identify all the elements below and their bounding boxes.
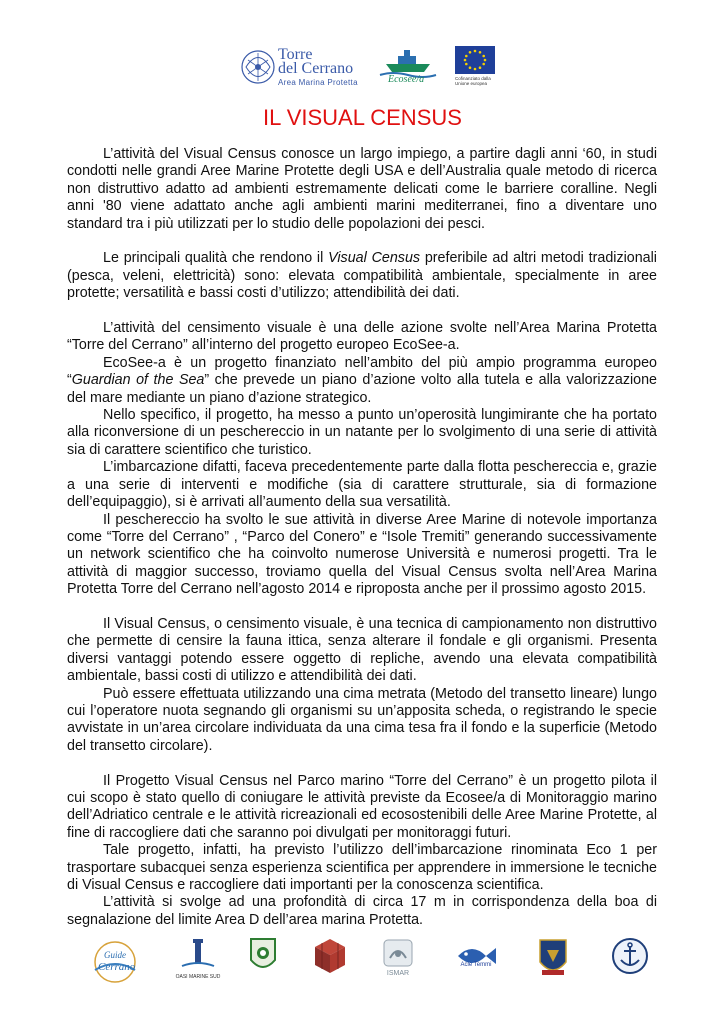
body-paragraph (67, 459, 657, 511)
body-paragraph (67, 250, 657, 302)
anchor-icon (610, 936, 650, 976)
eu-caption: Cofinanziato dalla Unione europea (455, 76, 491, 86)
torre-logo-line1: Torre (278, 46, 313, 63)
torre-logo-line3: Area Marina Protetta (278, 78, 358, 87)
body-paragraph (67, 320, 657, 355)
torre-del-cerrano-logo (240, 44, 370, 94)
eu-flag-icon (455, 46, 495, 74)
body-paragraph (67, 686, 657, 756)
oasi-caption: OASI MARINE SUD (175, 974, 221, 980)
body-paragraph (67, 894, 657, 929)
paragraph-text: preferibile ad altri metodi tradizionali (pesca, veleni, elettricità) sono: elevata compatibilità ambientale, specialmente in aree protette; versatilità e bassi costi d’utilizzo; attendibilità dei dati. (67, 250, 657, 302)
paragraph-text: Il Visual Census, o censimento visuale, è una tecnica di campionamento non distruttivo che permette di censire la fauna ittica, senza alterare il fondale e gli organismi. Presenta diversi vantaggi potendo essere oggetto di repliche, avendo una elevata compatibilità ambientale, bassi costi di utilizzo e attendibilità dei dati. (67, 615, 657, 685)
header-logos (0, 42, 725, 102)
paragraph-text: Nello specifico, il progetto, ha messo a punto un’operosità lungimirante che ha portato alla riconversione di un peschereccio in un natante per lo svolgimento di una serie di attività sia di carattere scientifico che turistico. (67, 407, 657, 458)
paragraph-text: L’attività si svolge ad una profondità di circa 17 m in corrispondenza della boa di segnalazione del limite Area D dell’area marina Protetta. (67, 894, 657, 928)
torre-logo-line2: del Cerrano (278, 60, 354, 77)
body-paragraph (67, 146, 657, 233)
italic-text: Guardian of the Sea (71, 372, 205, 389)
ismar-logo (378, 936, 418, 984)
paragraph-text: Le principali qualità che rendono il (103, 250, 329, 267)
acle-caption: Acle Temmi (460, 962, 492, 968)
italic-text: Visual Census (328, 250, 421, 267)
paragraph-text: L’imbarcazione difatti, faceva precedentemente parte dalla flotta peschereccia e, grazie a una serie di interventi e modifiche (sia di carattere strutturale, sia di formazione dell’equipaggio), si è arrivati all’aumento della sua versatilità. (67, 459, 657, 511)
body-paragraph (67, 842, 657, 894)
paragraph-text: Tale progetto, infatti, ha previsto l’utilizzo dell’imbarcazione rinominata Eco 1 per trasportare subacquei senza esperienza scientifica per apprendere in immersione le tecniche di Visual Census e raccogliere dati importanti per la conoscenza scientifica. (67, 842, 657, 893)
paragraph-text: Il peschereccio ha svolto le sue attività in diverse Aree Marine di notevole importanza come “Torre del Cerrano” , “Parco del Conero” e “Isole Tremiti” generando successivamente un network scientifico che ha coinvolto numerose Università e numerosi progetti. Tra le attività di maggior successo, troviamo quella del Visual Census svolta nell’Area Marina Protetta Torre del Cerrano nell’agosto 2014 e riproposta anche per il prossimo agosto 2015. (67, 511, 657, 598)
paragraph-text: ” che prevede un piano d’azione volto alla tutela e alla valorizzazione del mare mediante un piano d’azione strategico. (67, 372, 657, 406)
paragraph-text: Può essere effettuata utilizzando una cima metrata (Metodo del transetto lineare) lungo cui l’operatore nuota segnando gli organismi su un’apposita scheda, o registrando le specie avvistate in un’area circolare individuata da una cima tesa fra il fondo e la superficie (Metodo del transetto circolare). (67, 685, 657, 754)
footer-logos (80, 936, 660, 986)
body-paragraph (67, 355, 657, 407)
ismar-caption: ISMAR (386, 970, 410, 977)
guide-logo-line1: Guide (104, 950, 126, 960)
guide-cerrano-logo (80, 936, 150, 984)
guide-logo-line2: Cerrano (98, 961, 136, 973)
torre-emblem-icon (240, 44, 276, 90)
shield-icon (248, 936, 278, 976)
paragraph-text: L’attività del Visual Census conosce un largo impiego, a partire dagli anni ‘60, in studi condotti nelle grandi Aree Marine Protette degli USA e dell’Australia quale metodo di ricerca non distruttivo adatto ad ambienti estremamente delicati come le barriere coralline. Negli anni '80 viene adattato anche agli ambienti marini mediterranei, fino a diventare uno standard tra i più utilizzati per lo studio delle popolazioni dei pesci. (67, 146, 657, 232)
red-cube-logo (312, 936, 348, 984)
guide-cerrano-icon (80, 936, 150, 984)
crest-icon (536, 936, 570, 980)
body-paragraph (67, 616, 657, 686)
green-shield-logo (248, 936, 278, 984)
paragraph-text: EcoSee-a è un progetto finanziato nell’ambito del più ampio programma europeo “ (67, 354, 657, 389)
university-crest-logo (536, 936, 570, 984)
cube-icon (312, 936, 348, 976)
body-paragraph (67, 407, 657, 459)
lighthouse-icon (178, 936, 218, 972)
eu-flag-logo (455, 46, 495, 92)
document-body (67, 146, 657, 929)
boat-icon (378, 44, 438, 78)
anchor-circle-logo (610, 936, 650, 984)
oasi-marine-sud-logo (175, 936, 221, 984)
ismar-icon (378, 936, 418, 970)
acle-temmi-logo (454, 936, 498, 984)
paragraph-text: Il Progetto Visual Census nel Parco marino “Torre del Cerrano” è un progetto pilota il cui scopo è stato quello di coniugare le attività previste da Ecosee/a di Monitoraggio marino dell’Adriatico centrale e le attività ricreazionali ed ecosostenibili delle Aree Marine Protette, al fine di raccogliere dati che saranno poi divulgati per monitoraggi futuri. (67, 772, 657, 841)
page-title: IL VISUAL CENSUS (263, 105, 462, 130)
ecosee-logo-text: Ecosee/a (388, 74, 425, 85)
paragraph-text: L’attività del censimento visuale è una delle azione svolte nell’Area Marina Protetta “Torre del Cerrano” all’interno del progetto europeo EcoSee-a. (67, 320, 657, 354)
fish-icon (454, 936, 498, 976)
body-paragraph (67, 512, 657, 599)
body-paragraph (67, 773, 657, 843)
ecosee-logo (378, 44, 438, 94)
